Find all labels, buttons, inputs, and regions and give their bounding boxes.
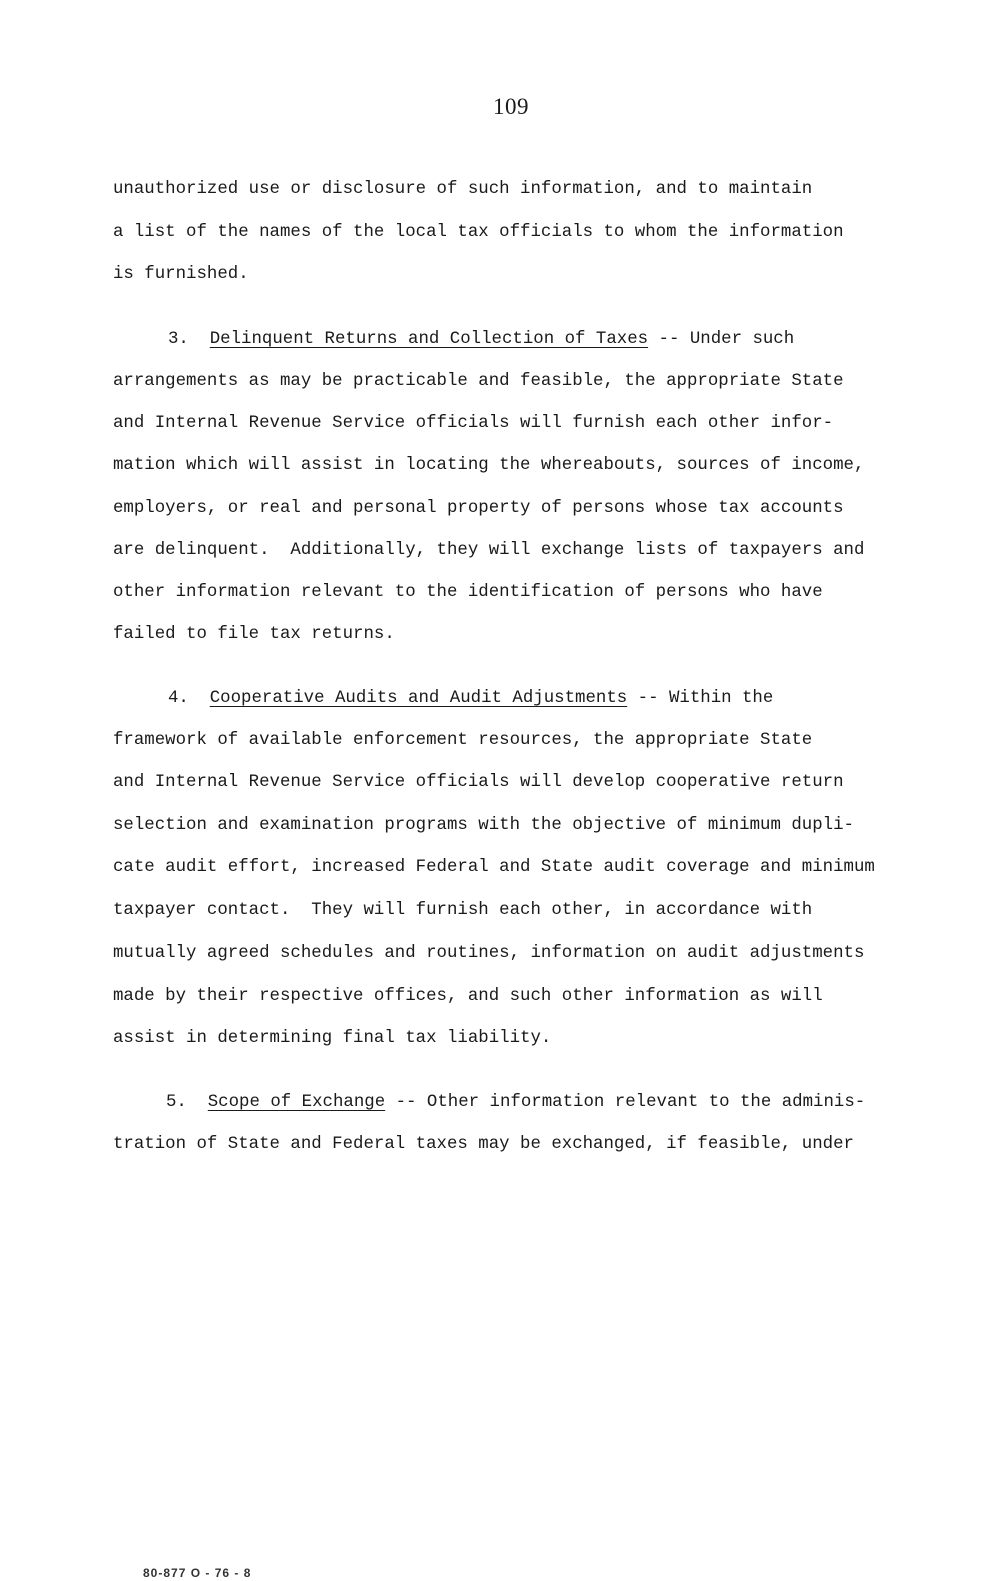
section-heading-line: [166, 1093, 865, 1113]
section-number: 3.: [168, 330, 189, 349]
body-line: employers, or real and personal property of persons whose tax accounts: [113, 499, 844, 518]
body-line: tration of State and Federal taxes may be exchanged, if feasible, under: [113, 1135, 854, 1154]
page-number: 109: [493, 94, 529, 119]
body-line: are delinquent. Additionally, they will exchange lists of taxpayers and: [113, 541, 865, 560]
section-number: 4.: [168, 689, 189, 708]
body-line: is furnished.: [113, 265, 249, 284]
print-code: 80-877 O - 76 - 8: [143, 1566, 252, 1580]
section-heading: Delinquent Returns and Collection of Taxes: [209, 330, 649, 349]
section-heading-line: [168, 689, 773, 709]
body-line: failed to file tax returns.: [113, 625, 395, 644]
body-line: made by their respective offices, and such other information as will: [113, 987, 823, 1006]
body-line: assist in determining final tax liability.: [113, 1029, 552, 1048]
body-line: other information relevant to the identification of persons who have: [113, 583, 823, 602]
section-number: 5.: [166, 1093, 187, 1112]
body-line: unauthorized use or disclosure of such information, and to maintain: [113, 180, 813, 199]
body-line: mation which will assist in locating the whereabouts, sources of income,: [113, 456, 865, 475]
body-line: and Internal Revenue Service officials will furnish each other infor-: [113, 414, 834, 433]
section-heading-rest: -- Within the: [627, 689, 774, 708]
section-heading-rest: -- Other information relevant to the adminis-: [385, 1093, 866, 1112]
section-heading: Scope of Exchange: [207, 1093, 386, 1112]
section-heading-line: [168, 330, 794, 350]
section-heading-rest: -- Under such: [648, 330, 795, 349]
body-line: selection and examination programs with the objective of minimum dupli-: [113, 816, 854, 835]
body-line: mutually agreed schedules and routines, information on audit adjustments: [113, 944, 865, 963]
body-line: taxpayer contact. They will furnish each other, in accordance with: [113, 901, 813, 920]
body-line: framework of available enforcement resources, the appropriate State: [113, 731, 813, 750]
body-line: arrangements as may be practicable and feasible, the appropriate State: [113, 372, 844, 391]
body-line: and Internal Revenue Service officials will develop cooperative return: [113, 773, 844, 792]
body-line: a list of the names of the local tax officials to whom the information: [113, 223, 844, 242]
body-line: cate audit effort, increased Federal and State audit coverage and minimum: [113, 858, 875, 877]
section-heading: Cooperative Audits and Audit Adjustments: [209, 689, 628, 708]
